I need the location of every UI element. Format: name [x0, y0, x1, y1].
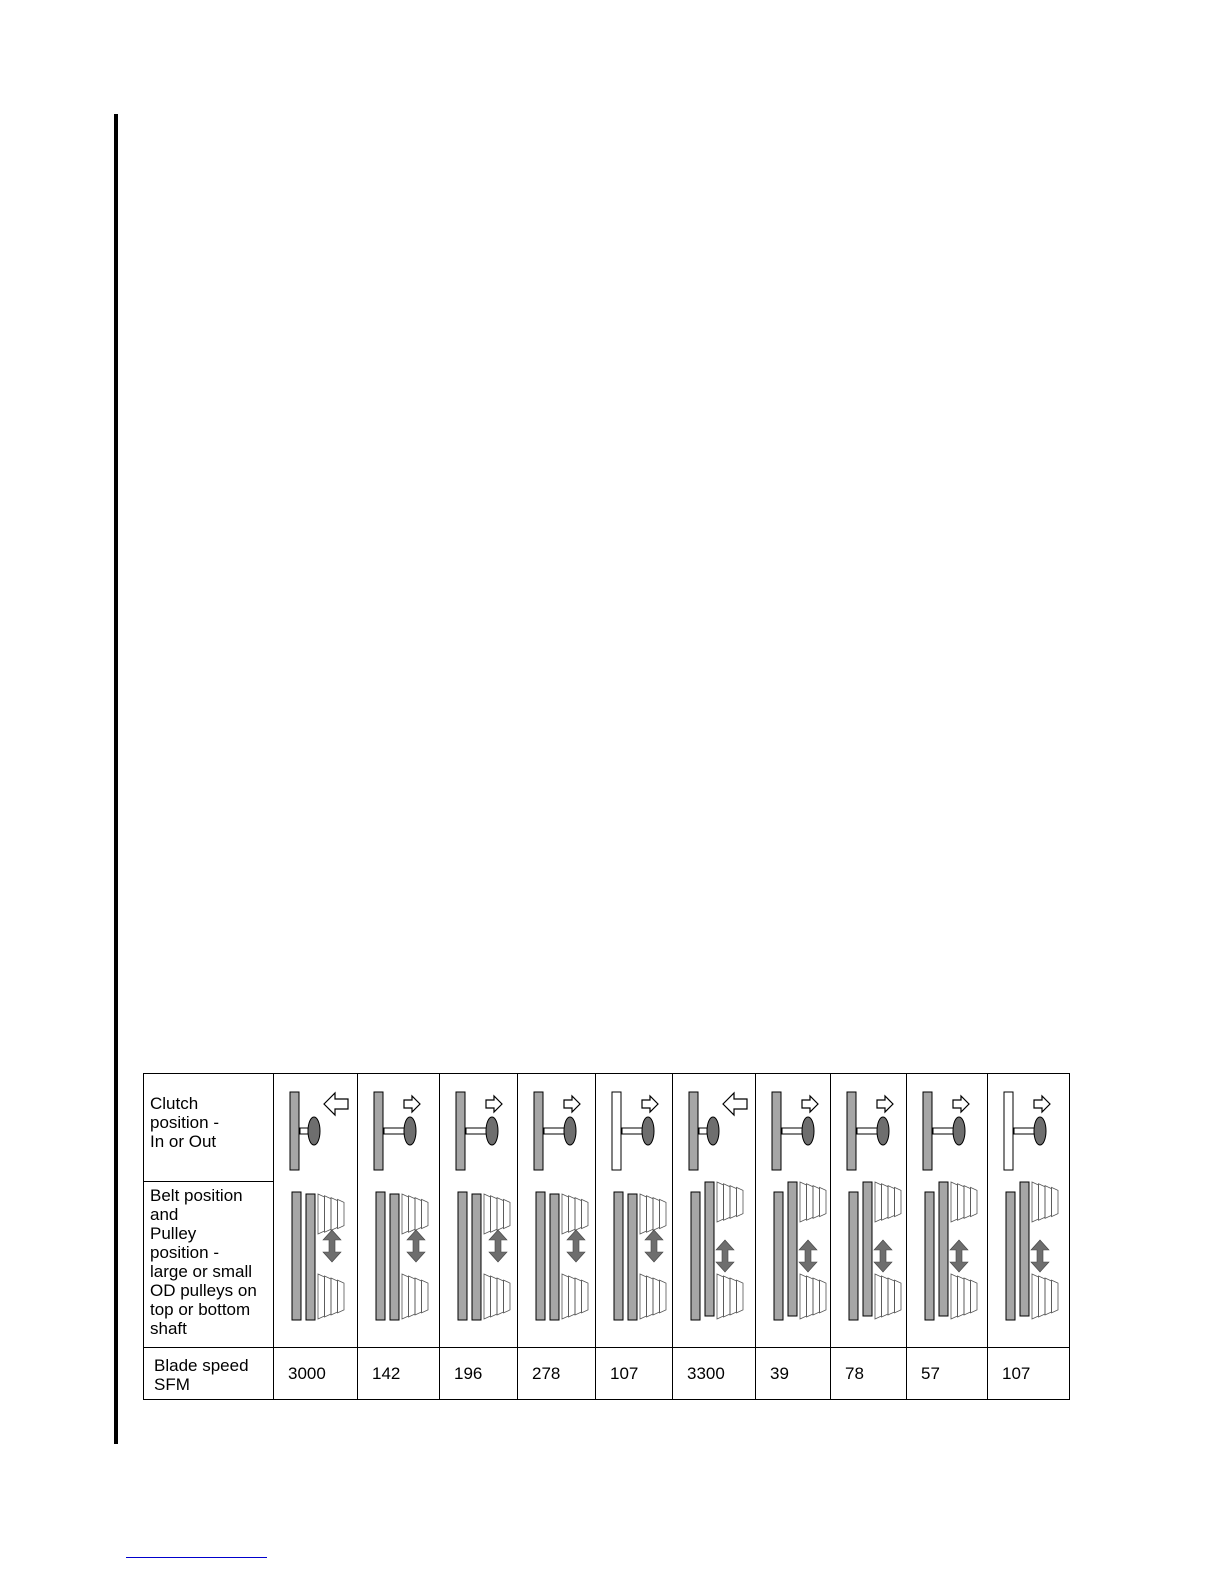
- pulley-step: [422, 1199, 429, 1228]
- pulley-stack: [402, 1194, 428, 1234]
- pulley-step: [958, 1184, 965, 1220]
- wheel-bar: [772, 1092, 781, 1170]
- pulley-stack: [951, 1274, 977, 1319]
- clutch-out-arrow-icon: [564, 1096, 580, 1112]
- pulley-step: [325, 1196, 332, 1232]
- idler-belt: [705, 1182, 714, 1316]
- diagram-cell: [518, 1074, 596, 1348]
- pulley-step: [895, 1187, 902, 1216]
- pulley-step: [660, 1199, 667, 1228]
- speed-value: 57: [907, 1348, 988, 1400]
- pulley-step: [569, 1276, 576, 1317]
- pulley-step: [1039, 1276, 1046, 1317]
- pulley-step: [1045, 1186, 1052, 1219]
- drive-belt: [614, 1192, 623, 1320]
- wheel-bar: [847, 1092, 856, 1170]
- clutch-in-arrow-icon: [723, 1093, 747, 1115]
- pulley-stack: [875, 1182, 901, 1222]
- pulley-step: [1052, 1187, 1059, 1216]
- pulley-step: [331, 1198, 338, 1231]
- blade-speed-table: [143, 1073, 1070, 1400]
- clutch-shaft: [300, 1128, 308, 1134]
- pulley-diagram: [673, 1074, 755, 1347]
- drive-belt: [458, 1192, 467, 1320]
- pulley-step: [958, 1276, 965, 1317]
- clutch-knob: [642, 1117, 654, 1145]
- pulley-stack: [800, 1274, 826, 1319]
- pulley-step: [409, 1276, 416, 1317]
- drive-belt: [292, 1192, 301, 1320]
- pulley-stack: [562, 1194, 588, 1234]
- clutch-out-arrow-icon: [877, 1096, 893, 1112]
- pulley-step: [964, 1278, 971, 1315]
- pulley-step: [575, 1278, 582, 1315]
- diagram-cell: [907, 1074, 988, 1348]
- drive-belt: [925, 1192, 934, 1320]
- margin-bar: [114, 114, 118, 1444]
- pulley-step: [422, 1280, 429, 1313]
- pulley-step: [504, 1280, 511, 1313]
- pulley-step: [409, 1196, 416, 1232]
- drive-belt: [691, 1192, 700, 1320]
- pulley-step: [800, 1274, 807, 1319]
- drive-belt: [536, 1192, 545, 1320]
- pulley-step: [497, 1198, 504, 1231]
- speed-value: 142: [358, 1348, 440, 1400]
- pulley-step: [895, 1280, 902, 1313]
- pulley-stack: [875, 1274, 901, 1319]
- pulley-step: [491, 1196, 498, 1232]
- double-arrow-icon: [645, 1230, 663, 1262]
- pulley-step: [647, 1276, 654, 1317]
- pulley-stack: [318, 1274, 344, 1319]
- pulley-step: [640, 1194, 647, 1234]
- pulley-step: [730, 1278, 737, 1315]
- pulley-step: [737, 1187, 744, 1216]
- diagram-cell: [756, 1074, 831, 1348]
- diagram-cell: [596, 1074, 673, 1348]
- pulley-diagram: [518, 1074, 595, 1347]
- clutch-shaft: [699, 1128, 707, 1134]
- clutch-knob: [707, 1117, 719, 1145]
- pulley-step: [717, 1182, 724, 1222]
- clutch-out-arrow-icon: [404, 1096, 420, 1112]
- pulley-stack: [717, 1274, 743, 1319]
- idler-belt: [939, 1182, 948, 1316]
- pulley-step: [888, 1186, 895, 1219]
- pulley-step: [562, 1194, 569, 1234]
- idler-belt: [306, 1194, 315, 1320]
- double-arrow-icon: [950, 1240, 968, 1272]
- double-arrow-icon: [567, 1230, 585, 1262]
- pulley-step: [820, 1187, 827, 1216]
- clutch-in-arrow-icon: [324, 1093, 348, 1115]
- pulley-diagram: [274, 1074, 357, 1347]
- pulley-step: [951, 1182, 958, 1222]
- clutch-knob: [404, 1117, 416, 1145]
- pulley-step: [491, 1276, 498, 1317]
- wheel-bar: [374, 1092, 383, 1170]
- clutch-row-label: Clutch position - In or Out: [144, 1074, 274, 1182]
- speed-value: 3300: [673, 1348, 756, 1400]
- clutch-row: [144, 1074, 1070, 1182]
- pulley-diagram: [831, 1074, 906, 1347]
- drive-belt: [1006, 1192, 1015, 1320]
- double-arrow-icon: [407, 1230, 425, 1262]
- pulley-step: [582, 1199, 589, 1228]
- wheel-bar: [1004, 1092, 1013, 1170]
- pulley-step: [484, 1274, 491, 1319]
- pulley-stack: [1032, 1274, 1058, 1319]
- pulley-diagram: [440, 1074, 517, 1347]
- pulley-step: [724, 1184, 731, 1220]
- pulley-step: [653, 1278, 660, 1315]
- pulley-step: [1045, 1278, 1052, 1315]
- pulley-step: [569, 1196, 576, 1232]
- pulley-step: [325, 1276, 332, 1317]
- pulley-step: [318, 1194, 325, 1234]
- double-arrow-icon: [1031, 1240, 1049, 1272]
- pulley-stack: [402, 1274, 428, 1319]
- pulley-step: [800, 1182, 807, 1222]
- speed-value: 196: [440, 1348, 518, 1400]
- drive-belt: [774, 1192, 783, 1320]
- clutch-knob: [486, 1117, 498, 1145]
- pulley-step: [971, 1280, 978, 1313]
- wheel-bar: [290, 1092, 299, 1170]
- pulley-step: [653, 1198, 660, 1231]
- pulley-step: [1052, 1280, 1059, 1313]
- idler-belt: [390, 1194, 399, 1320]
- clutch-knob: [953, 1117, 965, 1145]
- speed-value: 278: [518, 1348, 596, 1400]
- clutch-knob: [308, 1117, 320, 1145]
- pulley-step: [415, 1198, 422, 1231]
- drive-belt: [376, 1192, 385, 1320]
- pulley-step: [562, 1274, 569, 1319]
- diagram-cell: [673, 1074, 756, 1348]
- footnote-rule: [126, 1557, 267, 1558]
- pulley-step: [875, 1274, 882, 1319]
- clutch-out-arrow-icon: [1034, 1096, 1050, 1112]
- idler-belt: [628, 1194, 637, 1320]
- pulley-step: [497, 1278, 504, 1315]
- pulley-step: [951, 1274, 958, 1319]
- double-arrow-icon: [323, 1230, 341, 1262]
- pulley-step: [730, 1186, 737, 1219]
- diagram-cell: [440, 1074, 518, 1348]
- double-arrow-icon: [489, 1230, 507, 1262]
- pulley-stack: [800, 1182, 826, 1222]
- idler-belt: [788, 1182, 797, 1316]
- clutch-knob: [1034, 1117, 1046, 1145]
- pulley-step: [813, 1278, 820, 1315]
- pulley-stack: [951, 1182, 977, 1222]
- pulley-step: [660, 1280, 667, 1313]
- pulley-step: [737, 1280, 744, 1313]
- pulley-step: [971, 1187, 978, 1216]
- pulley-diagram: [596, 1074, 672, 1347]
- pulley-stack: [484, 1194, 510, 1234]
- pulley-step: [1039, 1184, 1046, 1220]
- pulley-stack: [1032, 1182, 1058, 1222]
- idler-belt: [472, 1194, 481, 1320]
- pulley-step: [717, 1274, 724, 1319]
- pulley-step: [504, 1199, 511, 1228]
- double-arrow-icon: [716, 1240, 734, 1272]
- pulley-step: [484, 1194, 491, 1234]
- pulley-step: [338, 1280, 345, 1313]
- pulley-diagram: [988, 1074, 1069, 1347]
- pulley-diagram: [358, 1074, 439, 1347]
- speed-value: 3000: [274, 1348, 358, 1400]
- pulley-step: [331, 1278, 338, 1315]
- diagram-cell: [831, 1074, 907, 1348]
- pulley-step: [415, 1278, 422, 1315]
- pulley-step: [640, 1274, 647, 1319]
- speed-value: 78: [831, 1348, 907, 1400]
- pulley-step: [888, 1278, 895, 1315]
- drive-belt: [849, 1192, 858, 1320]
- speed-row: [144, 1348, 1070, 1400]
- pulley-stack: [640, 1274, 666, 1319]
- pulley-stack: [562, 1274, 588, 1319]
- pulley-stack: [484, 1274, 510, 1319]
- diagram-cell: [358, 1074, 440, 1348]
- pulley-step: [1032, 1182, 1039, 1222]
- double-arrow-icon: [799, 1240, 817, 1272]
- pulley-step: [807, 1184, 814, 1220]
- clutch-out-arrow-icon: [486, 1096, 502, 1112]
- pulley-stack: [717, 1182, 743, 1222]
- pulley-step: [402, 1274, 409, 1319]
- pulley-diagram: [756, 1074, 830, 1347]
- pulley-step: [724, 1276, 731, 1317]
- idler-belt: [1020, 1182, 1029, 1316]
- clutch-out-arrow-icon: [642, 1096, 658, 1112]
- wheel-bar: [689, 1092, 698, 1170]
- belt-row-label: Belt position and Pulley position - large or small OD pulleys on top or bottom shaft: [144, 1182, 274, 1348]
- diagram-cell: [274, 1074, 358, 1348]
- double-arrow-icon: [874, 1240, 892, 1272]
- pulley-step: [1032, 1274, 1039, 1319]
- speed-value: 107: [596, 1348, 673, 1400]
- pulley-step: [813, 1186, 820, 1219]
- pulley-step: [882, 1184, 889, 1220]
- clutch-knob: [877, 1117, 889, 1145]
- speed-row-label: Blade speed SFM: [144, 1348, 274, 1400]
- clutch-out-arrow-icon: [953, 1096, 969, 1112]
- idler-belt: [863, 1182, 872, 1316]
- pulley-step: [882, 1276, 889, 1317]
- pulley-step: [964, 1186, 971, 1219]
- clutch-knob: [802, 1117, 814, 1145]
- clutch-out-arrow-icon: [802, 1096, 818, 1112]
- pulley-stack: [640, 1194, 666, 1234]
- diagram-cell: [988, 1074, 1070, 1348]
- wheel-bar: [612, 1092, 621, 1170]
- speed-value: 107: [988, 1348, 1070, 1400]
- pulley-stack: [318, 1194, 344, 1234]
- clutch-knob: [564, 1117, 576, 1145]
- pulley-step: [647, 1196, 654, 1232]
- wheel-bar: [923, 1092, 932, 1170]
- wheel-bar: [534, 1092, 543, 1170]
- pulley-step: [338, 1199, 345, 1228]
- wheel-bar: [456, 1092, 465, 1170]
- speed-value: 39: [756, 1348, 831, 1400]
- pulley-step: [807, 1276, 814, 1317]
- pulley-diagram: [907, 1074, 987, 1347]
- idler-belt: [550, 1194, 559, 1320]
- pulley-step: [875, 1182, 882, 1222]
- pulley-step: [575, 1198, 582, 1231]
- pulley-step: [582, 1280, 589, 1313]
- pulley-step: [318, 1274, 325, 1319]
- pulley-step: [402, 1194, 409, 1234]
- pulley-step: [820, 1280, 827, 1313]
